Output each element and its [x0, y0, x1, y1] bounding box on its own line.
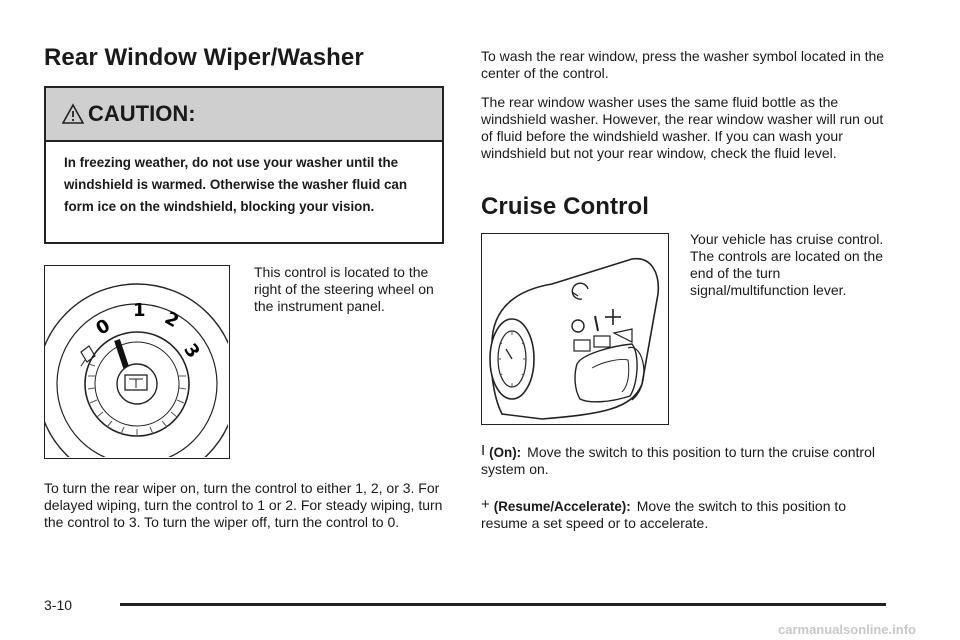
- resume-accel-symbol-icon: +: [481, 496, 490, 513]
- dial-label-3: 3: [179, 339, 204, 363]
- rear-wiper-control-figure: [44, 265, 230, 459]
- cruise-figure-caption: Your vehicle has cruise control. The controls are located on the end of the turn signal/multifunction lever.: [690, 231, 884, 298]
- cruise-item-on: [481, 442, 891, 478]
- cruise-item-resume: [481, 496, 891, 532]
- rear-wiper-instructions: To turn the rear wiper on, turn the control to either 1, 2, or 3. For delayed wiping, turn the control to 1 or 2. For steady wiping, turn the control to 3. To turn the wiper off, turn the control to 0.: [44, 480, 443, 530]
- on-symbol-icon: I: [481, 442, 486, 459]
- cruise-item-on-text: Move the switch to this position to turn the cruise control system on.: [481, 444, 875, 477]
- rear-wiper-dial-illustration: [45, 266, 228, 457]
- rear-washer-paragraph-2: The rear window washer uses the same fluid bottle as the windshield washer. However, the rear window washer will run out of fluid before the windshield washer. If you can wash your windshield but not your rear window, check the fluid level.: [481, 94, 884, 161]
- cruise-lever-illustration: [482, 234, 667, 423]
- cruise-item-resume-label: (Resume/Accelerate):: [493, 499, 631, 514]
- page-number: 3-10: [44, 597, 73, 613]
- warning-triangle-icon: [62, 103, 84, 125]
- section-heading-rear-wiper: Rear Window Wiper/Washer: [44, 44, 364, 71]
- caution-header: [46, 88, 442, 142]
- cruise-item-on-label: (On):: [489, 445, 522, 460]
- caution-box: [44, 86, 444, 244]
- footer-rule: [120, 603, 886, 606]
- caution-title: CAUTION:: [88, 101, 196, 126]
- caution-text: In freezing weather, do not use your washer until the windshield is warmed. Otherwise the washer fluid can form ice on the windshield, blocking your vision.: [64, 155, 408, 214]
- dial-label-1: 1: [133, 300, 146, 321]
- dial-label-2: 2: [161, 307, 183, 333]
- cruise-item-resume-text: Move the switch to this position to resume a set speed or to accelerate.: [481, 498, 847, 531]
- section-heading-cruise-control: Cruise Control: [481, 193, 650, 220]
- dial-label-0: 0: [92, 315, 114, 340]
- cruise-control-lever-figure: [481, 233, 669, 425]
- rear-washer-paragraph-1: To wash the rear window, press the washer symbol located in the center of the control.: [481, 48, 885, 81]
- watermark: carmanualsonline.info: [778, 622, 916, 637]
- rear-wiper-figure-caption: This control is located to the right of the steering wheel on the instrument panel.: [254, 264, 434, 314]
